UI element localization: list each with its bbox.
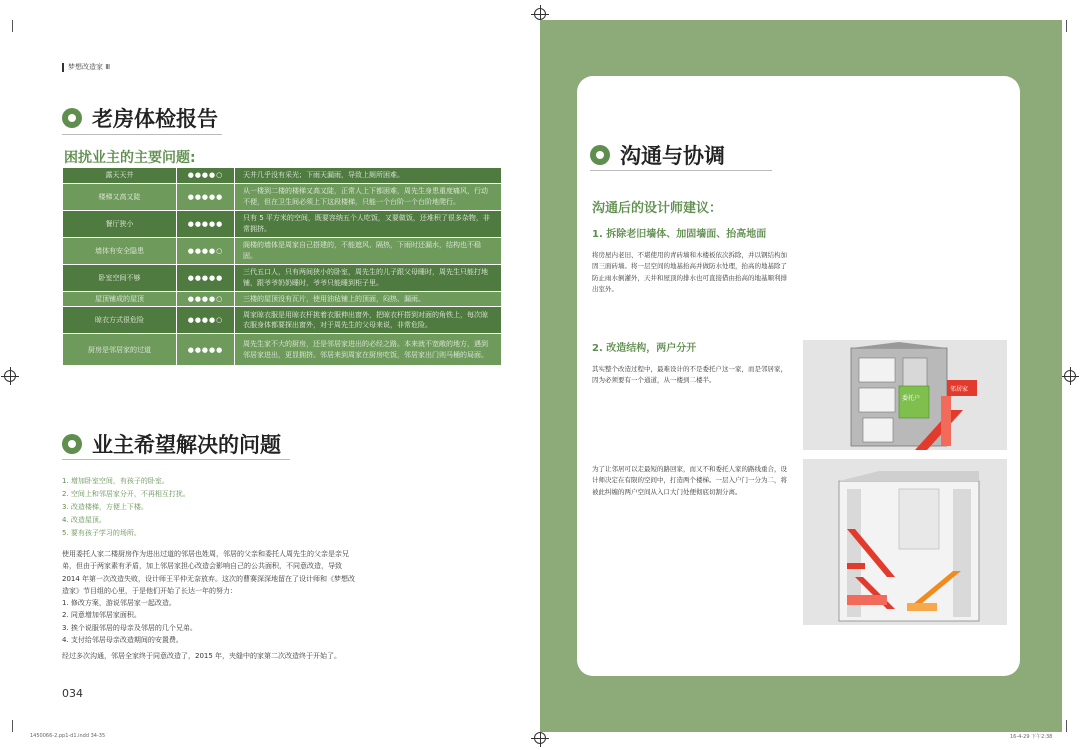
closing-paragraph: 经过多次沟通，邻居全家终于同意改造了，2015 年，夹缝中的家第二次改造终于开始了。 [62, 652, 342, 660]
registration-mark-icon [1064, 370, 1076, 382]
point-1-text: 将房屋内老旧、不堪使用的青砖墙和木楼板依次拆除，并以钢结构加固三面砖墙。将一层空间的地基抬高并做防水处理，抬高的地基除了防止雨水倒灌外，天井和屋顶的排水也可直接借由抬高的地基顺利排出室外。 [592, 251, 787, 294]
green-label: 委托户 [902, 395, 921, 402]
registration-mark-icon [534, 8, 546, 20]
list-item: 3. 挨个说服邻居的母亲及邻居的几个兄弟。 [62, 623, 197, 632]
severity-rating: ●●●●○ [177, 291, 235, 307]
circle-bullet-icon [590, 145, 610, 165]
building-section-illustration [803, 340, 1007, 450]
list-item: 1. 增加卧室空间，有孩子的卧室。 [62, 477, 169, 485]
issue-name: 屋顶铺成的屋顶 [63, 291, 177, 307]
severity-rating: ●●●●● [177, 183, 235, 210]
list-item: 3. 改造楼梯，方便上下楼。 [62, 502, 148, 511]
running-head-bar [62, 63, 64, 72]
issue-name: 卧室空间不够 [63, 264, 177, 291]
circle-bullet-icon [62, 108, 82, 128]
issue-name: 餐厅狭小 [63, 210, 177, 237]
issue-description: 天井几乎没有采光；下雨天漏雨，导致上厕所困难。 [235, 168, 502, 184]
severity-rating: ●●●●● [177, 264, 235, 291]
section-title-text: 老房体检报告 [92, 107, 218, 131]
building-exterior-drawing [803, 340, 1007, 450]
wishes-list [62, 475, 190, 540]
crop-mark [12, 720, 13, 732]
issues-subhead: 困扰业主的主要问题: [64, 150, 196, 166]
issue-description: 周先生家不大的厨房，还是邻居家进出的必经之路。本来就不宽敞的地方，遇到邻居家进出，更显拥挤。邻居来到周家在厨房吃饭，邻居家出门则马桶的局面。 [235, 334, 502, 366]
list-item: 4. 改造屋顶。 [62, 515, 106, 524]
issue-name: 厨房是邻居家的过道 [63, 334, 177, 366]
section-rule [62, 459, 290, 460]
file-slug: 1450066-2.pp1-d1.indd 34-35 [30, 733, 106, 739]
crop-mark [12, 20, 13, 32]
date-slug: 16-4-29 下午2:38 [1010, 734, 1053, 740]
registration-mark-icon [534, 732, 546, 744]
table-row [63, 334, 502, 366]
circle-bullet-icon [62, 434, 82, 454]
section-rule [590, 170, 772, 171]
list-item: 5. 要有孩子学习的场所。 [62, 528, 141, 537]
issue-name: 露天天井 [63, 168, 177, 184]
list-item: 2. 同意增加邻居家面积。 [62, 611, 141, 620]
section-title-text: 业主希望解决的问题 [92, 433, 281, 457]
red-label: 邻居家 [950, 386, 969, 393]
section-title-inspection [62, 103, 218, 133]
point-2-title: 2. 改造结构，两户分开 [592, 343, 697, 354]
list-item: 2. 空间上和邻居家分开，不再相互打扰。 [62, 489, 190, 498]
issue-description: 三代五口人，只有两间狭小的卧室，周先生的儿子跟父母睡时，周先生只能打地铺，跟爷爷奶奶睡时，爷爷只能睡到柜子里。 [235, 264, 502, 291]
paragraph-text: 使用委托人家二楼厨房作为进出过道的邻居也姓周，邻居的父亲和委托人周先生的父亲是亲兄弟，但由于两家素有矛盾，加上邻居家担心改造会影响自己的公共面积，不同意改造，导致 2014 年第一次改造失败，设计师王平仲无奈放弃。这次的曹赛深深地留在了设计师和《梦想改造家》节目组的心里，于是他们开始了长达一年的努力： [62, 550, 356, 595]
issues-table [62, 167, 502, 366]
issue-description: 阁楼的墙体是周家自己搭建的，不能遮风、隔热，下雨时还漏水，结构也不稳固。 [235, 237, 502, 264]
stair-cutaway-illustration [803, 459, 1007, 625]
registration-mark-icon [4, 370, 16, 382]
stair-cutaway-drawing [803, 459, 1007, 625]
running-head [62, 62, 110, 72]
section-title-text: 沟通与协调 [620, 144, 725, 168]
table-row [63, 307, 502, 334]
list-item: 1. 修改方案，游说邻居家一起改造。 [62, 599, 176, 607]
crop-mark [1066, 720, 1067, 732]
point-3-text: 为了让邻居可以走最短的路回家，而又不和委托人家的路线重合，设计师决定在有限的空间中，打造两个楼梯。一层入户门一分为二，将被此纠缠的两户空间从入口大门处便彻底切割分离。 [592, 465, 787, 496]
running-head-text: 梦想改造家 Ⅲ [68, 63, 111, 71]
severity-rating: ●●●●● [177, 334, 235, 366]
list-item: 4. 支付给邻居母亲改造期间的安置费。 [62, 635, 183, 644]
table-row [63, 291, 502, 307]
severity-rating: ●●●●● [177, 210, 235, 237]
section-title-communication [590, 140, 725, 170]
table-row [63, 168, 502, 184]
page-number: 034 [62, 687, 83, 700]
point-1-title: 1. 拆除老旧墙体、加固墙面、抬高地面 [592, 229, 767, 240]
point-2-text: 其实整个改造过程中，最难设计的不是委托户这一家，而是邻居家，因为必须要有一个通道，从一楼到二楼半。 [592, 365, 787, 385]
table-row [63, 264, 502, 291]
issue-description: 周家晾衣服是用晾衣杆挑着衣服伸出窗外，把晾衣杆搭到对面的角铁上，每次晾衣服身体都要探出窗外，对于周先生的父母来说，非常危险。 [235, 307, 502, 334]
issue-description: 三楼的屋顶没有瓦片，使用油毡铺上的顶面，闷热、漏雨。 [235, 291, 502, 307]
issue-name: 晾衣方式很危险 [63, 307, 177, 334]
severity-rating: ●●●●○ [177, 168, 235, 184]
issue-name: 墙体有安全隐患 [63, 237, 177, 264]
section-rule [62, 134, 222, 135]
issue-description: 从一楼到二楼的楼梯又高又陡，正常人上下都困难，周先生身患重度痛风，行动不便，但在卫生间必须上下这段楼梯，只能一个台阶一个台阶地爬行。 [235, 183, 502, 210]
table-row [63, 237, 502, 264]
crop-mark [1066, 20, 1067, 32]
body-paragraph [62, 548, 362, 646]
section-title-wishes [62, 429, 281, 459]
issue-name: 楼梯又高又陡 [63, 183, 177, 210]
severity-rating: ●●●●○ [177, 237, 235, 264]
suggestion-heading: 沟通后的设计师建议： [592, 201, 723, 216]
table-row [63, 183, 502, 210]
severity-rating: ●●●●○ [177, 307, 235, 334]
issue-description: 只有 5 平方米的空间，既要容纳五个人吃饭，又要做饭，还堆积了很多杂物，非常拥挤。 [235, 210, 502, 237]
table-row [63, 210, 502, 237]
